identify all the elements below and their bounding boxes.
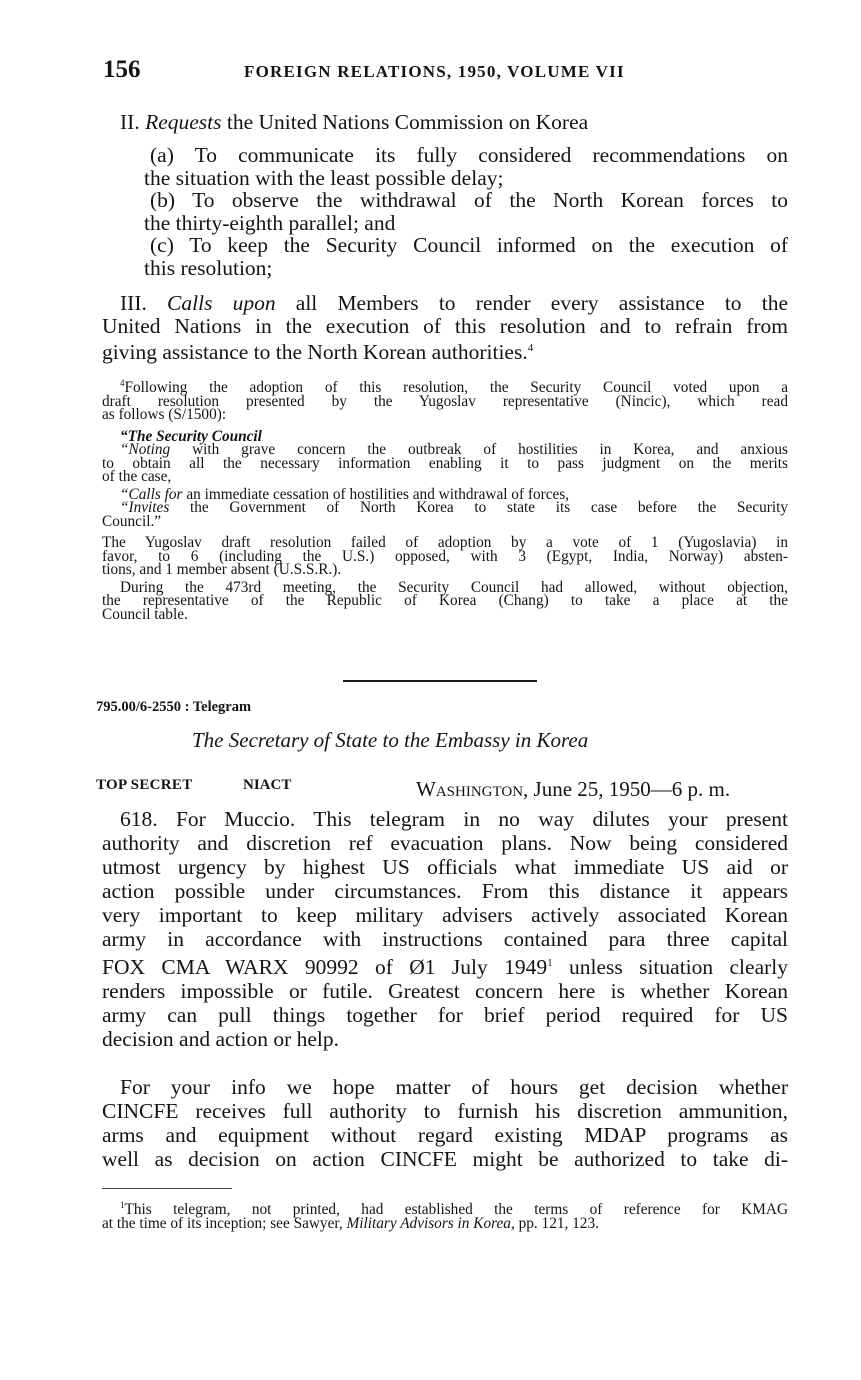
telegram-line: CINCFE receives full authority to furnish his discretion ammunition, — [102, 1099, 788, 1123]
footnote-4-ref: 4 — [527, 342, 534, 354]
footnote-line: of the case, — [102, 468, 172, 486]
running-title: FOREIGN RELATIONS, 1950, VOLUME VII — [244, 62, 625, 81]
para-text: the United Nations Commission on Korea — [226, 110, 589, 134]
item-c-line1: (c) To keep the Security Council informed on the execution of — [150, 233, 788, 257]
resolution-items — [102, 144, 788, 279]
telegram-line: arms and equipment without regard existing MDAP programs as — [102, 1123, 788, 1147]
para-3-line2: United Nations in the execution of this resolution and to refrain from — [102, 313, 788, 338]
quote-verb: “Invites — [120, 499, 170, 517]
quote-verb: “Calls for — [120, 485, 183, 503]
footnote-line: Council.” — [102, 512, 162, 530]
telegram-line: FOX CMA WARX 90992 of Ø1 July 1949 — [102, 955, 548, 980]
item-a-line2: the situation with the least possible delay; — [144, 165, 504, 190]
footnote-line: at the time of its inception; see Sawyer, — [102, 1214, 343, 1232]
telegram-line: renders impossible or futile. Greatest concern here is whether Korean — [102, 979, 788, 1004]
footnote-1 — [102, 1199, 788, 1230]
resolution-para-3 — [102, 292, 788, 364]
telegram-para-1 — [102, 807, 788, 1051]
resolution-para-2 — [102, 111, 788, 134]
telegram-line-end: unless situation clearly — [568, 955, 788, 980]
footnote-line: as follows (S/1500): — [102, 406, 227, 424]
telegram-line: army can pull things together for brief period required for US — [102, 1003, 788, 1028]
footnote-rule — [102, 1188, 232, 1189]
para-verb: Calls upon — [167, 291, 276, 315]
telegram-line: army in accordance with instructions contained para three capital — [102, 927, 788, 951]
dateline-date: June 25, 1950—6 p. m. — [533, 777, 731, 801]
footnote-line: the representative of the Republic of Korea (Chang) to take a place at the — [102, 592, 788, 610]
telegram-line: 618. For Muccio. This telegram in no way dilutes your present — [120, 807, 788, 831]
footnote-line: Following the adoption of this resolution, the Security Council voted upon a — [124, 379, 788, 397]
footnote-4-marker: 4 — [120, 378, 125, 388]
footnote-line: favor, to 6 (including the U.S.) opposed, with 3 (Egypt, India, Norway) absten- — [102, 547, 788, 565]
footnote-line: The Yugoslav draft resolution failed of adoption by a vote of 1 (Yugoslavia) in — [102, 534, 788, 552]
telegram-line: utmost urgency by highest US officials what immediate US aid or — [102, 855, 788, 879]
item-b-line1: (b) To observe the withdrawal of the North Korean forces to — [150, 188, 788, 212]
footnote-line: the Government of North Korea to state its case before the Security — [190, 499, 789, 517]
section-divider — [343, 680, 537, 682]
telegram-line: action possible under circumstances. From this distance it appears — [102, 879, 788, 903]
para-text: all Members to render every assistance to the — [295, 291, 788, 315]
telegram-line: well as decision on action CINCFE might be authorized to take di- — [102, 1147, 788, 1171]
telegram-para-2 — [102, 1075, 788, 1171]
precedence: NIACT — [243, 777, 292, 793]
file-reference: 795.00/6-2550 : Telegram — [96, 699, 252, 715]
footnote-1-marker: 1 — [120, 1200, 125, 1210]
footnote-line: During the 473rd meeting, the Security Council had allowed, without objection, — [120, 578, 788, 596]
footnote-line: Council table. — [102, 605, 188, 623]
footnote-line: tions, and 1 member absent (U.S.S.R.). — [102, 561, 342, 579]
para-verb: Requests — [145, 110, 222, 134]
footnote-line: to obtain all the necessary information enabling it to pass judgment on the merits — [102, 454, 788, 472]
quote-title: “The Security Council — [120, 427, 262, 445]
para-3-line3: giving assistance to the North Korean authorities. — [102, 340, 528, 365]
footnote-line: with grave concern the outbreak of hostilities in Korea, and anxious — [192, 441, 788, 459]
document-heading: The Secretary of State to the Embassy in Korea — [192, 728, 589, 752]
footnote-4 — [102, 377, 788, 621]
dateline — [416, 777, 730, 802]
item-a-line1: (a) To communicate its fully considered recommendations on — [150, 143, 788, 167]
para-numeral: III. — [120, 291, 147, 315]
item-b-line2: the thirty-eighth parallel; and — [144, 210, 396, 235]
citation-pages: pp. 121, 123. — [518, 1214, 599, 1232]
telegram-line: very important to keep military advisers actively associated Korean — [102, 903, 788, 927]
footnote-1-ref: 1 — [547, 957, 553, 969]
quote-verb: “Noting — [120, 441, 171, 459]
dateline-place: Washington, — [416, 777, 529, 801]
page-number: 156 — [103, 56, 141, 83]
telegram-line: decision and action or help. — [102, 1027, 340, 1052]
footnote-line: an immediate cessation of hostilities and withdrawal of forces, — [186, 485, 570, 503]
telegram-line: authority and discretion ref evacuation plans. Now being considered — [102, 831, 788, 855]
item-c-line2: this resolution; — [144, 255, 273, 280]
classification: TOP SECRET — [96, 777, 193, 793]
footnote-line: This telegram, not printed, had established the terms of reference for KMAG — [124, 1201, 788, 1219]
citation-title: Military Advisors in Korea, — [346, 1214, 515, 1232]
footnote-line: draft resolution presented by the Yugoslav representative (Nincic), which read — [102, 392, 788, 410]
para-numeral: II. — [120, 110, 140, 134]
telegram-line: For your info we hope matter of hours get decision whether — [120, 1075, 788, 1099]
